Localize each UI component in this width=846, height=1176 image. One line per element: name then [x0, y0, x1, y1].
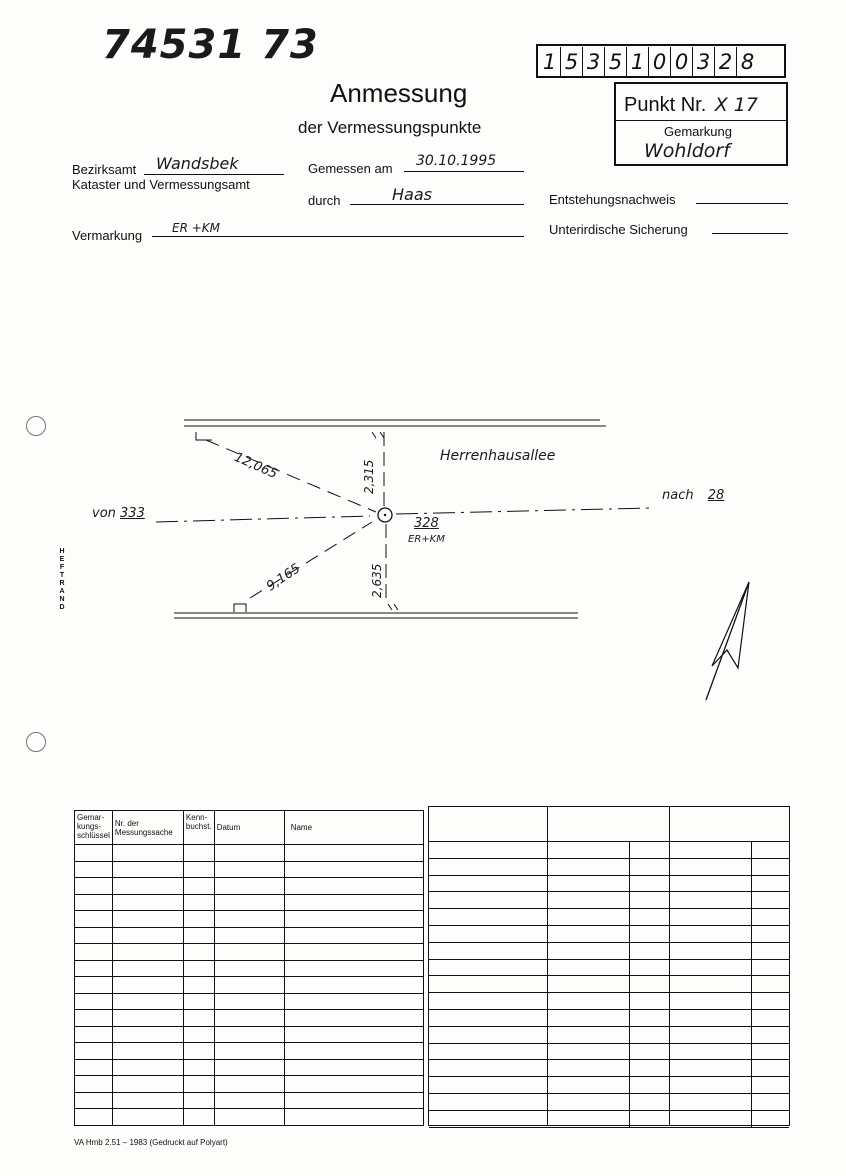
bezirksamt-value: Wandsbek: [156, 154, 239, 173]
table-row: [75, 960, 424, 977]
kataster-label: Kataster und Vermessungsamt: [72, 177, 250, 192]
table-row: [429, 1059, 789, 1060]
table-row: [75, 861, 424, 878]
corner-mark-upper: [196, 432, 212, 440]
von-label: von 333: [92, 506, 145, 521]
street-name: Herrenhausallee: [440, 448, 556, 464]
file-number: 74531 73: [102, 22, 319, 68]
durch-label: durch: [308, 193, 341, 208]
table-row: [75, 894, 424, 911]
punkt-value: X 17: [714, 94, 758, 116]
table-row: [75, 1076, 424, 1093]
measure-line-upper-left: [206, 440, 376, 512]
distance-lower-left: 9,165: [264, 561, 304, 595]
table-row: [429, 858, 789, 859]
col-header: Gemar-kungs-schlüssel: [75, 811, 113, 845]
vermarkung-label: Vermarkung: [72, 228, 143, 243]
punch-hole: [26, 732, 46, 752]
table-row: [429, 1009, 789, 1010]
page-title: Anmessung: [330, 78, 468, 108]
code-digit: 1: [539, 47, 561, 77]
code-digit: 0: [671, 47, 693, 77]
code-digit: 5: [605, 47, 627, 77]
table-row: [429, 875, 789, 876]
table-row: [75, 911, 424, 928]
table-row: [429, 1110, 789, 1111]
col-header: Datum: [214, 811, 284, 845]
table-row: [429, 959, 789, 960]
bezirksamt-label: Bezirksamt: [72, 162, 137, 177]
footer-print-note: VA Hmb 2.51 – 1983 (Gedruckt auf Polyart): [74, 1138, 228, 1147]
code-digit: 3: [583, 47, 605, 77]
table-row: [75, 977, 424, 994]
point-mark: ER+KM: [408, 534, 445, 545]
gemessen-label: Gemessen am: [308, 161, 393, 176]
table-row: [429, 891, 789, 892]
table-row: [429, 1026, 789, 1027]
table-row: [75, 878, 424, 895]
table-row: [429, 975, 789, 976]
nach-label: nach 28: [662, 488, 725, 503]
distance-up: 2,315: [362, 459, 376, 494]
vermarkung-value: ER +KM: [172, 221, 221, 235]
punkt-label: Punkt Nr.: [624, 94, 707, 116]
code-digit: 5: [561, 47, 583, 77]
code-digit: 1: [627, 47, 649, 77]
left-table: [74, 810, 424, 1126]
table-row: [75, 1059, 424, 1076]
table-row: [75, 1010, 424, 1027]
axis-line: [396, 508, 652, 514]
table-row: [75, 1043, 424, 1060]
table-row: [429, 908, 789, 909]
distance-down: 2,635: [370, 563, 384, 598]
table-row: [75, 944, 424, 961]
heftrand-label: HEFTRAND: [59, 548, 65, 611]
punkt-box: [614, 82, 788, 166]
table-row: [75, 845, 424, 862]
axis-line: [156, 516, 370, 522]
table-row: [75, 1109, 424, 1126]
north-arrow-icon: [706, 582, 749, 700]
table-row: [429, 1093, 789, 1094]
code-digit: 2: [715, 47, 737, 77]
corner-mark-lower: [234, 604, 246, 612]
table-row: [75, 1092, 424, 1109]
right-table: [428, 806, 790, 1126]
unterirdisch-label: Unterirdische Sicherung: [549, 222, 688, 237]
table-row: [429, 1127, 789, 1128]
table-row: [429, 925, 789, 926]
col-header: Kenn-buchst.: [183, 811, 214, 845]
page-subtitle: der Vermessungspunkte: [298, 118, 482, 137]
table-row: [75, 993, 424, 1010]
table-row: [75, 927, 424, 944]
table-row: [429, 1076, 789, 1077]
gemarkung-label: Gemarkung: [664, 124, 732, 139]
gemessen-value: 30.10.1995: [416, 153, 497, 169]
code-digit: 3: [693, 47, 715, 77]
col-header: Name: [284, 811, 423, 845]
col-header: Nr. der Messungssache: [112, 811, 183, 845]
gemarkung-value: Wohldorf: [644, 140, 730, 162]
table-row: [429, 1043, 789, 1044]
point-code-box: [536, 44, 786, 78]
point-number: 328: [414, 516, 439, 531]
code-digit: 0: [649, 47, 671, 77]
entstehung-label: Entstehungsnachweis: [549, 192, 676, 207]
table-row: [429, 992, 789, 993]
durch-value: Haas: [392, 185, 432, 204]
distance-upper-left: 12,065: [231, 450, 280, 483]
code-digit: 8: [740, 50, 755, 74]
survey-sketch: [0, 400, 846, 720]
table-row: [75, 1026, 424, 1043]
table-row: [429, 942, 789, 943]
